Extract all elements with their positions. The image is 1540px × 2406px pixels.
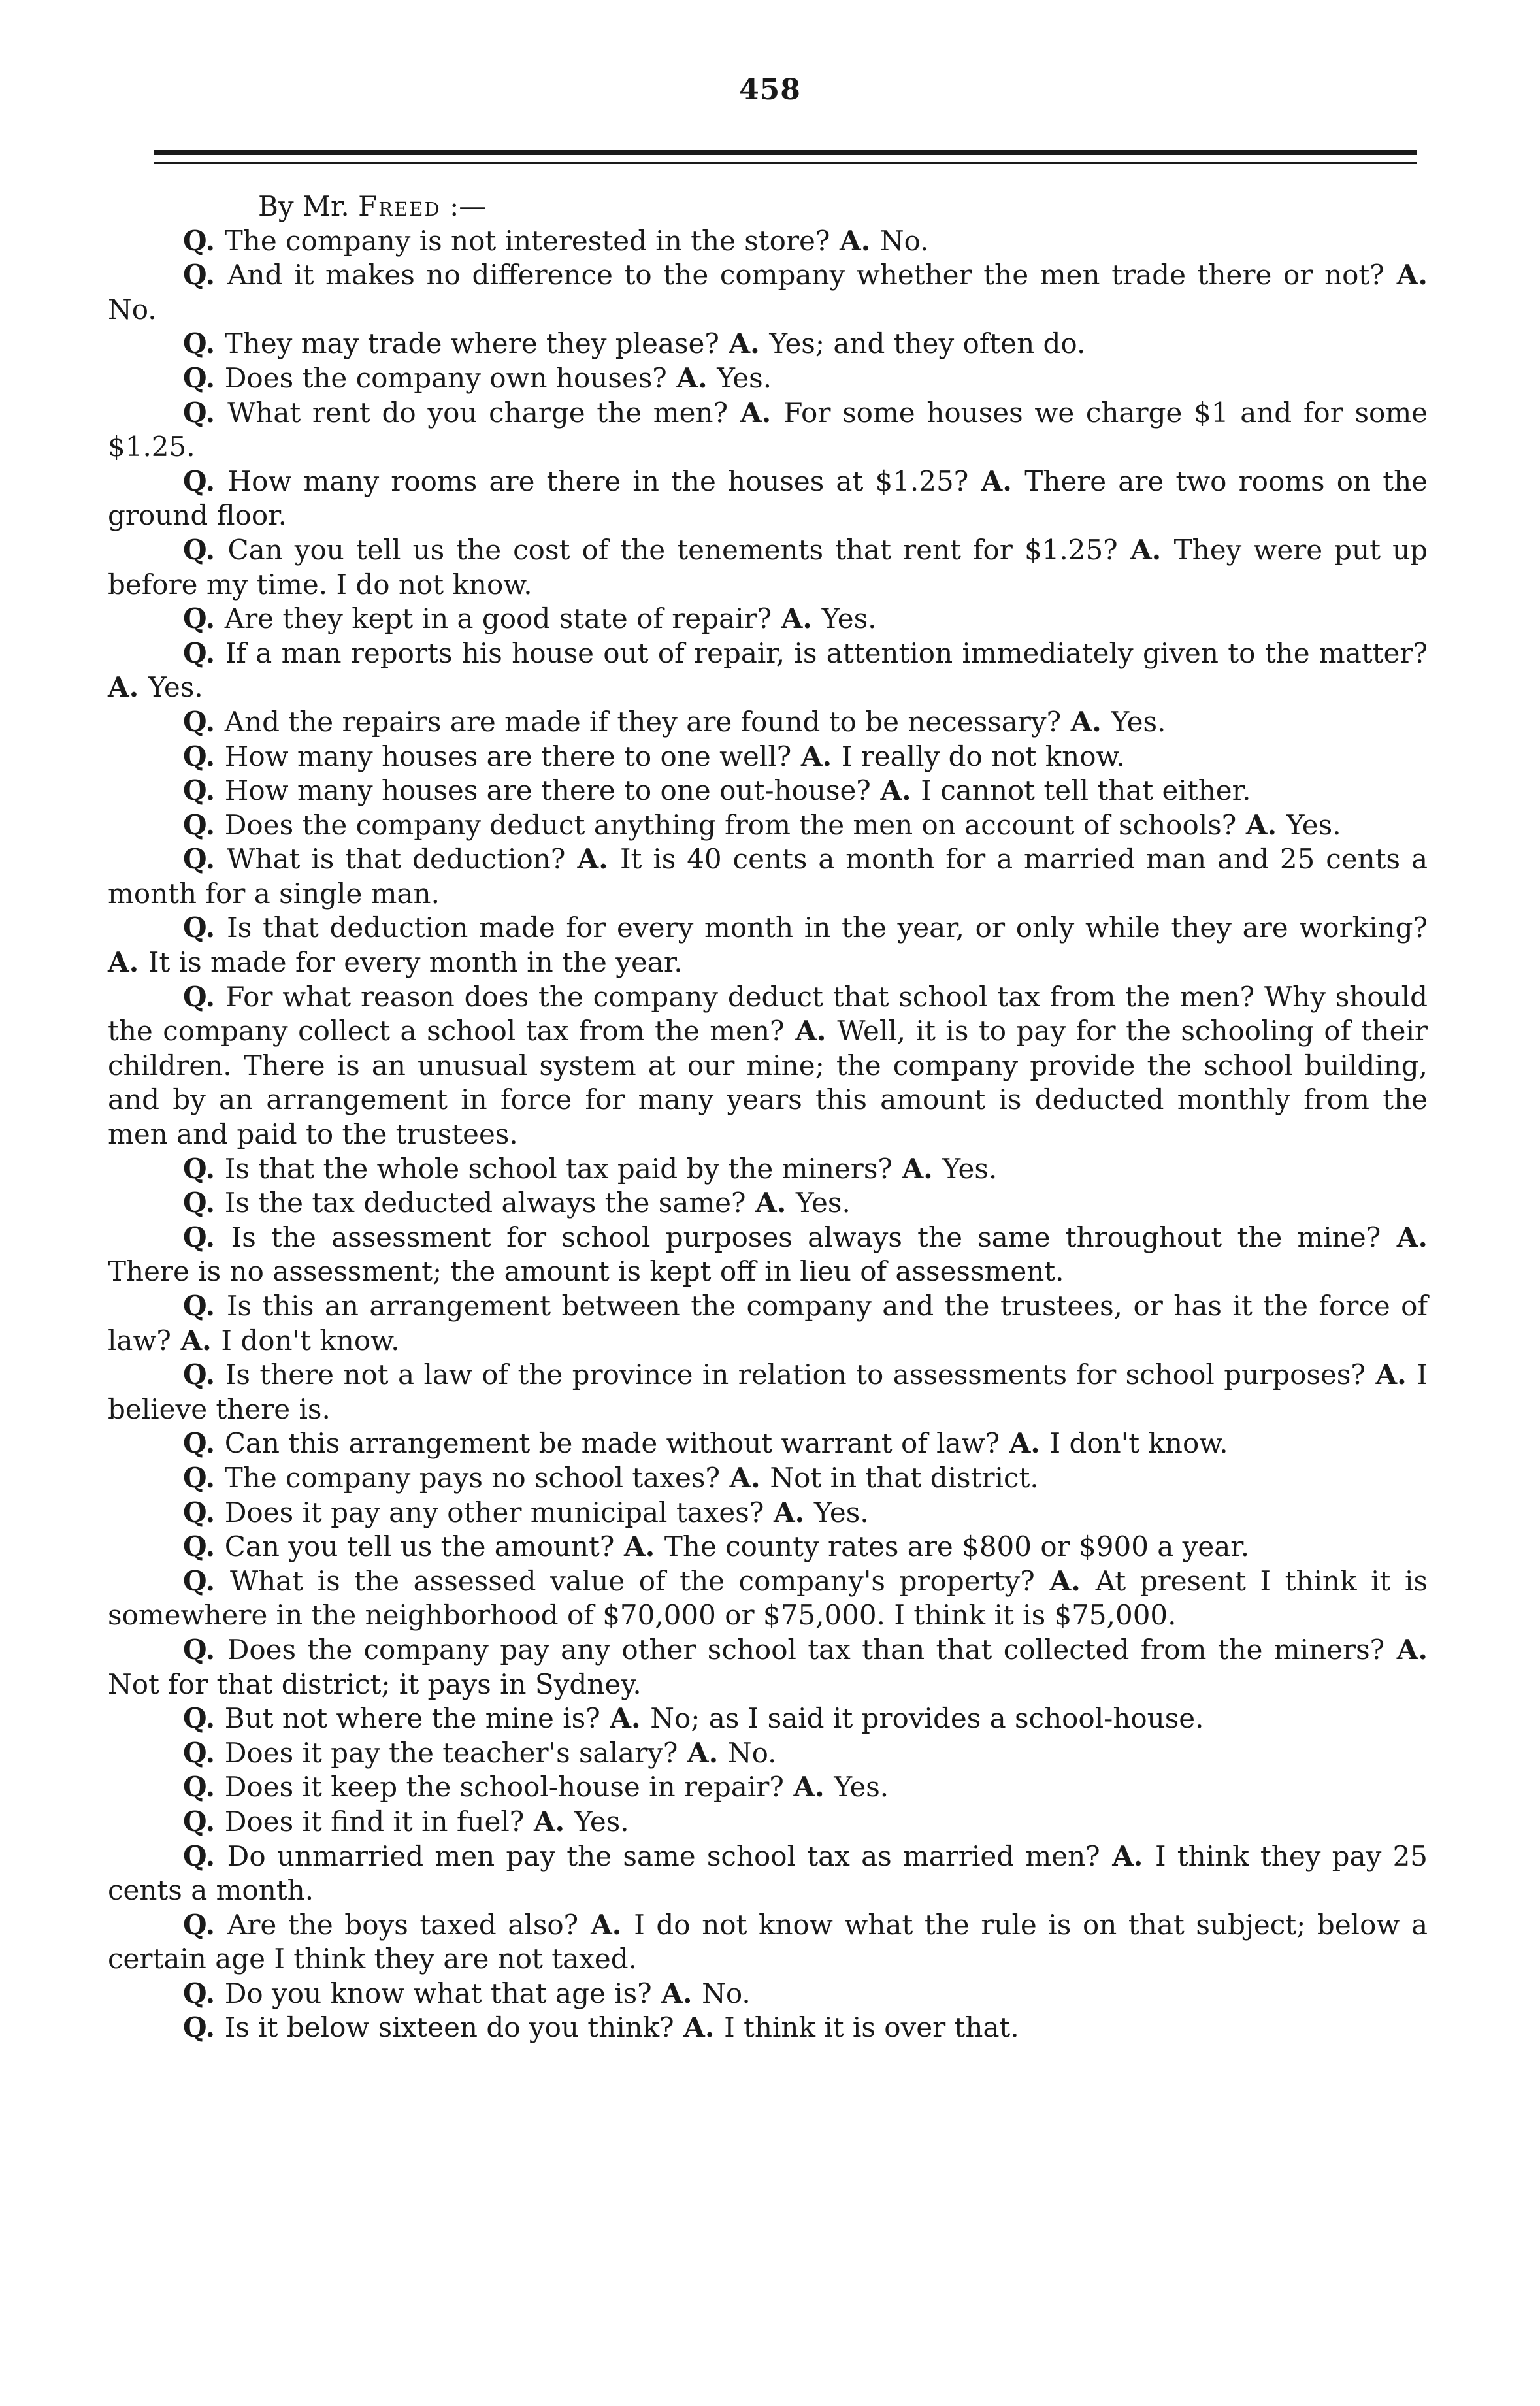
- question-text: They may trade where they please?: [224, 327, 719, 360]
- answer-marker: A.: [1000, 1427, 1050, 1460]
- question-text: Is this an arrangement between the company and the trustees, or has it the force of law?: [108, 1290, 1428, 1357]
- question-text: Does the company deduct anything from the men on account of schools?: [224, 808, 1237, 841]
- question-marker: Q.: [183, 705, 225, 738]
- answer-marker: A.: [578, 1908, 634, 1941]
- answer-marker: A.: [666, 361, 717, 394]
- question-text: Do unmarried men pay the same school tax as married men?: [227, 1839, 1100, 1872]
- question-text: Does it keep the school-house in repair?: [224, 1771, 784, 1804]
- answer-text: I really do not know.: [841, 740, 1125, 772]
- answer-text: Not for that district; it pays in Sydney.: [108, 1668, 642, 1700]
- answer-text: It is 40 cents a month for a married man and 25 cents a month for a single man.: [108, 843, 1428, 910]
- answer-text: Not in that district.: [770, 1461, 1039, 1494]
- answer-marker: A.: [719, 1461, 770, 1494]
- answer-marker: A.: [524, 1805, 574, 1837]
- question-marker: Q.: [183, 1839, 227, 1872]
- question-marker: Q.: [183, 636, 225, 669]
- answer-marker: A.: [892, 1152, 943, 1185]
- answer-marker: A.: [783, 1771, 834, 1804]
- question-marker: Q.: [183, 1221, 231, 1253]
- heading-suffix: :—: [450, 190, 487, 222]
- answer-text: Yes.: [717, 361, 772, 394]
- question-text: Does it find it in fuel?: [224, 1805, 525, 1837]
- question-marker: Q.: [183, 1564, 230, 1597]
- answer-marker: A.: [830, 224, 880, 257]
- qa-paragraph: [108, 1805, 1428, 1839]
- question-marker: Q.: [183, 1187, 225, 1219]
- answer-text: It is made for every month in the year.: [148, 946, 683, 979]
- qa-paragraph: [108, 396, 1428, 465]
- question-text: Does it pay the teacher's salary?: [224, 1736, 678, 1769]
- question-marker: Q.: [183, 465, 228, 497]
- answer-text: Yes.: [942, 1152, 998, 1185]
- answer-text: Yes.: [834, 1771, 889, 1804]
- question-marker: Q.: [183, 1977, 225, 2009]
- qa-paragraph: [108, 1461, 1428, 1496]
- answer-marker: A.: [565, 843, 620, 876]
- answer-marker: A.: [870, 774, 921, 807]
- qa-paragraph: [108, 1152, 1428, 1187]
- question-text: Is that deduction made for every month in the year, or only while they are working?: [227, 912, 1428, 944]
- question-marker: Q.: [183, 1152, 225, 1185]
- answer-marker: A.: [728, 396, 784, 429]
- question-text: But not where the mine is?: [224, 1702, 600, 1735]
- question-text: Is it below sixteen do you think?: [224, 2011, 674, 2044]
- question-marker: Q.: [183, 912, 227, 944]
- answer-text: No.: [702, 1977, 751, 2009]
- answer-marker: A.: [1061, 705, 1111, 738]
- answer-marker: A.: [772, 602, 822, 635]
- qa-paragraph: [108, 1221, 1428, 1289]
- qa-paragraph: [108, 911, 1428, 980]
- question-text: How many rooms are there in the houses at $1.25?: [227, 465, 969, 497]
- answer-marker: A.: [108, 946, 148, 979]
- answer-text: I don't know.: [221, 1324, 400, 1357]
- qa-paragraph: [108, 1530, 1428, 1564]
- question-text: The company is not interested in the store?: [224, 224, 830, 257]
- header-rule: [154, 150, 1417, 155]
- qa-paragraph: [108, 740, 1428, 774]
- question-text: Is there not a law of the province in relation to assessments for school purposes?: [225, 1359, 1366, 1391]
- question-marker: Q.: [183, 774, 225, 807]
- answer-marker: A.: [651, 1977, 702, 2009]
- question-text: For what reason does the company deduct that school tax from the men? Why should the company collect a school tax from the men?: [108, 980, 1428, 1047]
- answer-text: Yes.: [813, 1496, 869, 1528]
- question-text: What is the assessed value of the company's property?: [229, 1564, 1035, 1597]
- answer-marker: A.: [1236, 808, 1286, 841]
- answer-text: I do not know what the rule is on that subject; below a certain age I think they are not taxed.: [108, 1908, 1428, 1975]
- qa-paragraph: [108, 1839, 1428, 1908]
- question-marker: Q.: [183, 1290, 227, 1322]
- question-marker: Q.: [183, 2011, 225, 2044]
- qa-paragraph: [108, 1358, 1428, 1426]
- answer-marker: A.: [674, 2011, 725, 2044]
- answer-marker: A.: [791, 740, 842, 772]
- question-marker: Q.: [183, 396, 228, 429]
- qa-paragraph: [108, 1977, 1428, 2011]
- question-text: Does the company own houses?: [224, 361, 667, 394]
- answer-text: Well, it is to pay for the schooling of their children. There is an unusual system at our mine; the company provide the school building, and by an arrangement in force for many years this amount is deducted monthly from the men and paid to the trustees.: [108, 1015, 1428, 1151]
- answer-marker: A.: [719, 327, 770, 360]
- answer-marker: A.: [171, 1324, 221, 1357]
- question-text: Can this arrangement be made without warrant of law?: [224, 1427, 1000, 1460]
- qa-paragraph: [108, 842, 1428, 911]
- answer-marker: A.: [614, 1530, 664, 1563]
- answer-text: Yes.: [148, 671, 203, 704]
- qa-paragraph: [108, 2011, 1428, 2045]
- question-marker: Q.: [183, 1702, 225, 1735]
- qa-paragraph: [108, 1496, 1428, 1530]
- qa-paragraph: [108, 1289, 1428, 1358]
- answer-text: I cannot tell that either.: [921, 774, 1251, 807]
- question-text: Do you know what that age is?: [224, 1977, 652, 2009]
- answer-marker: A.: [764, 1496, 814, 1528]
- question-marker: Q.: [183, 1359, 225, 1391]
- answer-marker: A.: [968, 465, 1025, 497]
- qa-paragraph: [108, 258, 1428, 327]
- qa-paragraph: [108, 327, 1428, 361]
- question-marker: Q.: [183, 1496, 225, 1528]
- answer-text: I think they pay 25 cents a month.: [108, 1839, 1428, 1907]
- answer-text: No.: [727, 1736, 777, 1769]
- answer-text: They were put up before my time. I do not know.: [108, 533, 1428, 601]
- question-marker: Q.: [183, 1633, 227, 1666]
- answer-marker: A.: [108, 671, 148, 704]
- question-marker: Q.: [183, 533, 228, 566]
- question-marker: Q.: [183, 259, 228, 291]
- question-text: And it makes no difference to the company whether the men trade there or not?: [227, 259, 1384, 291]
- answer-marker: A.: [784, 1015, 838, 1047]
- answer-text: There is no assessment; the amount is kept off in lieu of assessment.: [108, 1255, 1064, 1288]
- question-marker: Q.: [183, 1771, 225, 1804]
- question-text: Are the boys taxed also?: [227, 1908, 579, 1941]
- qa-paragraph: [108, 1702, 1428, 1736]
- answer-text: No; as I said it provides a school-house.: [650, 1702, 1204, 1735]
- answer-text: The county rates are $800 or $900 a year.: [664, 1530, 1250, 1563]
- question-marker: Q.: [183, 602, 225, 635]
- answer-text: Yes.: [1111, 705, 1166, 738]
- answer-text: For some houses we charge $1 and for some $1.25.: [108, 396, 1428, 463]
- question-text: Is the tax deducted always the same?: [224, 1187, 746, 1219]
- question-text: Can you tell us the cost of the tenements that rent for $1.25?: [227, 533, 1118, 566]
- qa-paragraph: [108, 533, 1428, 602]
- question-text: How many houses are there to one out-house?: [224, 774, 871, 807]
- question-text: Does it pay any other municipal taxes?: [224, 1496, 764, 1528]
- question-marker: Q.: [183, 1530, 225, 1563]
- qa-paragraph: [108, 1770, 1428, 1805]
- testimony-body: [108, 190, 1428, 2045]
- qa-paragraph: [108, 465, 1428, 533]
- question-text: Are they kept in a good state of repair?: [224, 602, 772, 635]
- question-marker: Q.: [183, 1736, 225, 1769]
- answer-marker: A.: [1034, 1564, 1096, 1597]
- answer-marker: A.: [1381, 1221, 1428, 1253]
- question-text: And the repairs are made if they are found to be necessary?: [224, 705, 1062, 738]
- heading-prefix: By Mr.: [258, 190, 350, 222]
- qa-paragraph: [108, 1186, 1428, 1221]
- answer-marker: A.: [745, 1187, 796, 1219]
- question-text: Is the assessment for school purposes always the same throughout the mine?: [231, 1221, 1381, 1253]
- answer-text: I don't know.: [1049, 1427, 1228, 1460]
- question-marker: Q.: [183, 1461, 225, 1494]
- question-text: The company pays no school taxes?: [224, 1461, 720, 1494]
- answer-text: I believe there is.: [108, 1359, 1428, 1425]
- question-text: Can you tell us the amount?: [224, 1530, 615, 1563]
- question-marker: Q.: [183, 1805, 225, 1837]
- qa-paragraph: [108, 1564, 1428, 1633]
- answer-text: Yes.: [795, 1187, 851, 1219]
- answer-text: No.: [108, 293, 157, 325]
- answer-text: There are two rooms on the ground floor.: [108, 465, 1428, 532]
- qa-paragraph: [108, 808, 1428, 843]
- witness-examiner-name: Freed: [358, 190, 441, 222]
- qa-paragraph: [108, 1426, 1428, 1461]
- qa-paragraph: [108, 602, 1428, 636]
- answer-marker: A.: [1100, 1839, 1155, 1872]
- answer-marker: A.: [678, 1736, 728, 1769]
- qa-paragraph: [108, 1633, 1428, 1702]
- answer-marker: A.: [600, 1702, 651, 1735]
- answer-marker: A.: [1384, 1633, 1428, 1666]
- question-marker: Q.: [183, 808, 225, 841]
- question-marker: Q.: [183, 1908, 228, 1941]
- answer-text: Yes; and they often do.: [769, 327, 1086, 360]
- qa-paragraph: [108, 1908, 1428, 1977]
- answer-text: No.: [879, 224, 929, 257]
- question-marker: Q.: [183, 361, 225, 394]
- answer-text: At present I think it is somewhere in the neighborhood of $70,000 or $75,000. I think it is $75,000.: [108, 1564, 1428, 1632]
- question-marker: Q.: [183, 843, 227, 876]
- question-marker: Q.: [183, 327, 225, 360]
- answer-text: Yes.: [1286, 808, 1341, 841]
- answer-marker: A.: [1117, 533, 1174, 566]
- question-marker: Q.: [183, 224, 225, 257]
- question-marker: Q.: [183, 980, 226, 1013]
- question-answer-list: [108, 224, 1428, 2045]
- answer-marker: A.: [1384, 259, 1428, 291]
- question-text: How many houses are there to one well?: [224, 740, 792, 772]
- page-number: 458: [739, 73, 801, 107]
- qa-paragraph: [108, 1736, 1428, 1771]
- qa-paragraph: [108, 980, 1428, 1152]
- answer-text: I think it is over that.: [724, 2011, 1019, 2044]
- qa-paragraph: [108, 774, 1428, 808]
- question-text: Does the company pay any other school tax than that collected from the miners?: [227, 1633, 1385, 1666]
- header-rule-thin: [154, 162, 1417, 164]
- question-text: If a man reports his house out of repair, is attention immediately given to the matter?: [225, 636, 1428, 669]
- question-marker: Q.: [183, 740, 225, 772]
- answer-marker: A.: [1365, 1359, 1417, 1391]
- qa-paragraph: [108, 636, 1428, 705]
- question-text: Is that the whole school tax paid by the miners?: [224, 1152, 893, 1185]
- qa-paragraph: [108, 224, 1428, 259]
- qa-paragraph: [108, 361, 1428, 396]
- answer-text: Yes.: [821, 602, 877, 635]
- section-heading: [108, 190, 1428, 224]
- question-text: What is that deduction?: [227, 843, 566, 876]
- question-text: What rent do you charge the men?: [227, 396, 729, 429]
- question-marker: Q.: [183, 1427, 225, 1460]
- answer-text: Yes.: [574, 1805, 629, 1837]
- qa-paragraph: [108, 705, 1428, 740]
